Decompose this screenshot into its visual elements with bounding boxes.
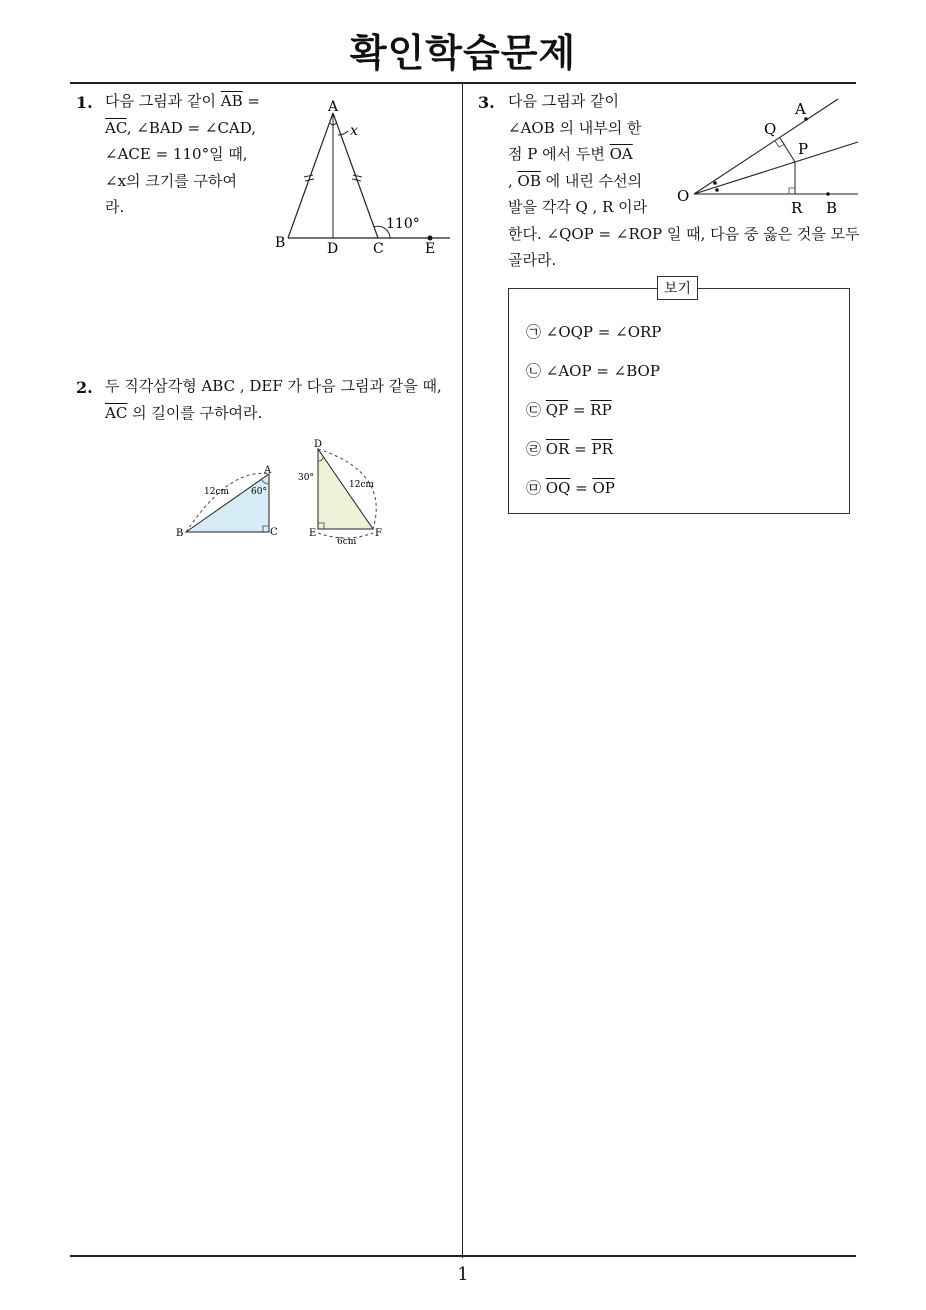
text-run: ㉤: [526, 479, 546, 497]
question-3-figure: [670, 92, 870, 222]
text-line: [105, 168, 260, 195]
segment-notation: $\overline{OQ}$: [545, 479, 571, 497]
q3-label-b: B: [826, 199, 838, 217]
q2-label-ef: 6cm: [337, 537, 357, 547]
segment-notation: $\overline{RP}$: [590, 401, 612, 419]
q2-label-b: B: [176, 528, 184, 539]
text-run: , ∠BAD = ∠CAD,: [126, 118, 257, 137]
text-line: [105, 400, 460, 427]
column-divider: [462, 83, 463, 1258]
text-line: [105, 194, 260, 221]
text-line: [105, 88, 260, 115]
q2-label-df: 12cm: [349, 480, 375, 490]
text-run: 골라라.: [508, 251, 557, 269]
q2-label-angle-d: 30°: [298, 473, 314, 483]
q2-label-e: E: [309, 528, 317, 539]
text-line: [508, 221, 863, 248]
choice-2: [526, 360, 660, 381]
text-run: ㉣: [526, 440, 546, 458]
text-line: [508, 247, 863, 274]
text-run: ㉠ ∠OQP = ∠ORP: [526, 323, 662, 341]
segment-notation: $\overline{AC}$: [105, 403, 128, 422]
segment-notation: $\overline{PR}$: [591, 440, 613, 458]
q1-label-x: x: [350, 123, 358, 139]
q2-label-f: F: [375, 528, 382, 539]
text-run: =: [242, 92, 260, 110]
question-2-text: [105, 373, 460, 426]
q3-label-q: Q: [764, 120, 777, 138]
segment-notation: $\overline{AC}$: [105, 118, 127, 137]
text-line: [105, 373, 460, 400]
question-2-number: 2.: [76, 378, 93, 397]
q3-label-p: P: [798, 140, 809, 158]
text-run: =: [569, 440, 592, 458]
choice-4: [526, 438, 613, 459]
text-run: ㉢: [526, 401, 546, 419]
text-run: ∠ACE = 110°일 때,: [105, 145, 248, 163]
text-line: [105, 115, 260, 142]
top-rule: [70, 82, 856, 84]
q2-label-angle-a: 60°: [251, 487, 267, 497]
q1-label-b: B: [275, 235, 286, 251]
q1-label-c: C: [373, 241, 384, 257]
text-run: ,: [508, 171, 518, 190]
choices-box-label: 보기: [657, 276, 698, 300]
text-run: 점 P 에서 두변: [508, 145, 610, 163]
choice-1: [526, 321, 661, 342]
q2-label-ab: 12cm: [204, 487, 230, 497]
page-number: 1: [457, 1264, 469, 1285]
question-1-number: 1.: [76, 93, 93, 112]
text-run: ∠AOB 의 내부의 한: [508, 118, 642, 137]
q1-label-e: E: [425, 241, 436, 257]
bottom-rule: [70, 1255, 856, 1257]
text-run: =: [570, 479, 593, 497]
choice-3: [526, 399, 612, 420]
q3-label-a: A: [795, 100, 806, 118]
text-run: 에 내린 수선의: [540, 171, 643, 190]
q2-label-a: A: [264, 465, 272, 476]
segment-notation: $\overline{AB}$: [220, 92, 243, 110]
question-3-number: 3.: [478, 93, 495, 112]
q2-label-d: D: [314, 439, 323, 450]
q3-label-r: R: [791, 199, 803, 217]
q1-label-angle: 110°: [386, 216, 420, 232]
question-1-figure: [270, 95, 460, 265]
segment-notation: $\overline{OR}$: [545, 440, 570, 458]
question-2-figure: [170, 437, 400, 547]
text-run: =: [568, 401, 591, 419]
page-title: 확인학습문제: [349, 31, 577, 75]
text-run: 두 직각삼각형 ABC , DEF 가 다음 그림과 같을 때,: [105, 377, 442, 395]
q1-label-a: A: [328, 99, 339, 115]
q3-label-o: O: [677, 187, 690, 205]
text-run: 의 길이를 구하여라.: [127, 403, 263, 422]
text-run: 한다. ∠QOP = ∠ROP 일 때, 다음 중 옳은 것을 모두: [508, 224, 860, 243]
text-run: 라.: [105, 198, 125, 216]
question-1-text: [105, 88, 260, 221]
choice-5: [526, 477, 615, 498]
text-run: 발을 각각 Q , R 이라: [508, 198, 648, 216]
text-line: [105, 141, 260, 168]
text-run: 다음 그림과 같이: [105, 92, 221, 110]
segment-notation: $\overline{OA}$: [609, 145, 633, 163]
text-run: ∠x의 크기를 구하여: [105, 171, 237, 190]
text-run: 다음 그림과 같이: [508, 92, 619, 110]
q1-label-d: D: [327, 241, 339, 257]
text-run: ㉡ ∠AOP = ∠BOP: [526, 362, 660, 380]
segment-notation: $\overline{OB}$: [517, 171, 541, 190]
q2-label-c: C: [270, 527, 278, 538]
segment-notation: $\overline{OP}$: [592, 479, 615, 497]
segment-notation: $\overline{QP}$: [545, 401, 569, 419]
